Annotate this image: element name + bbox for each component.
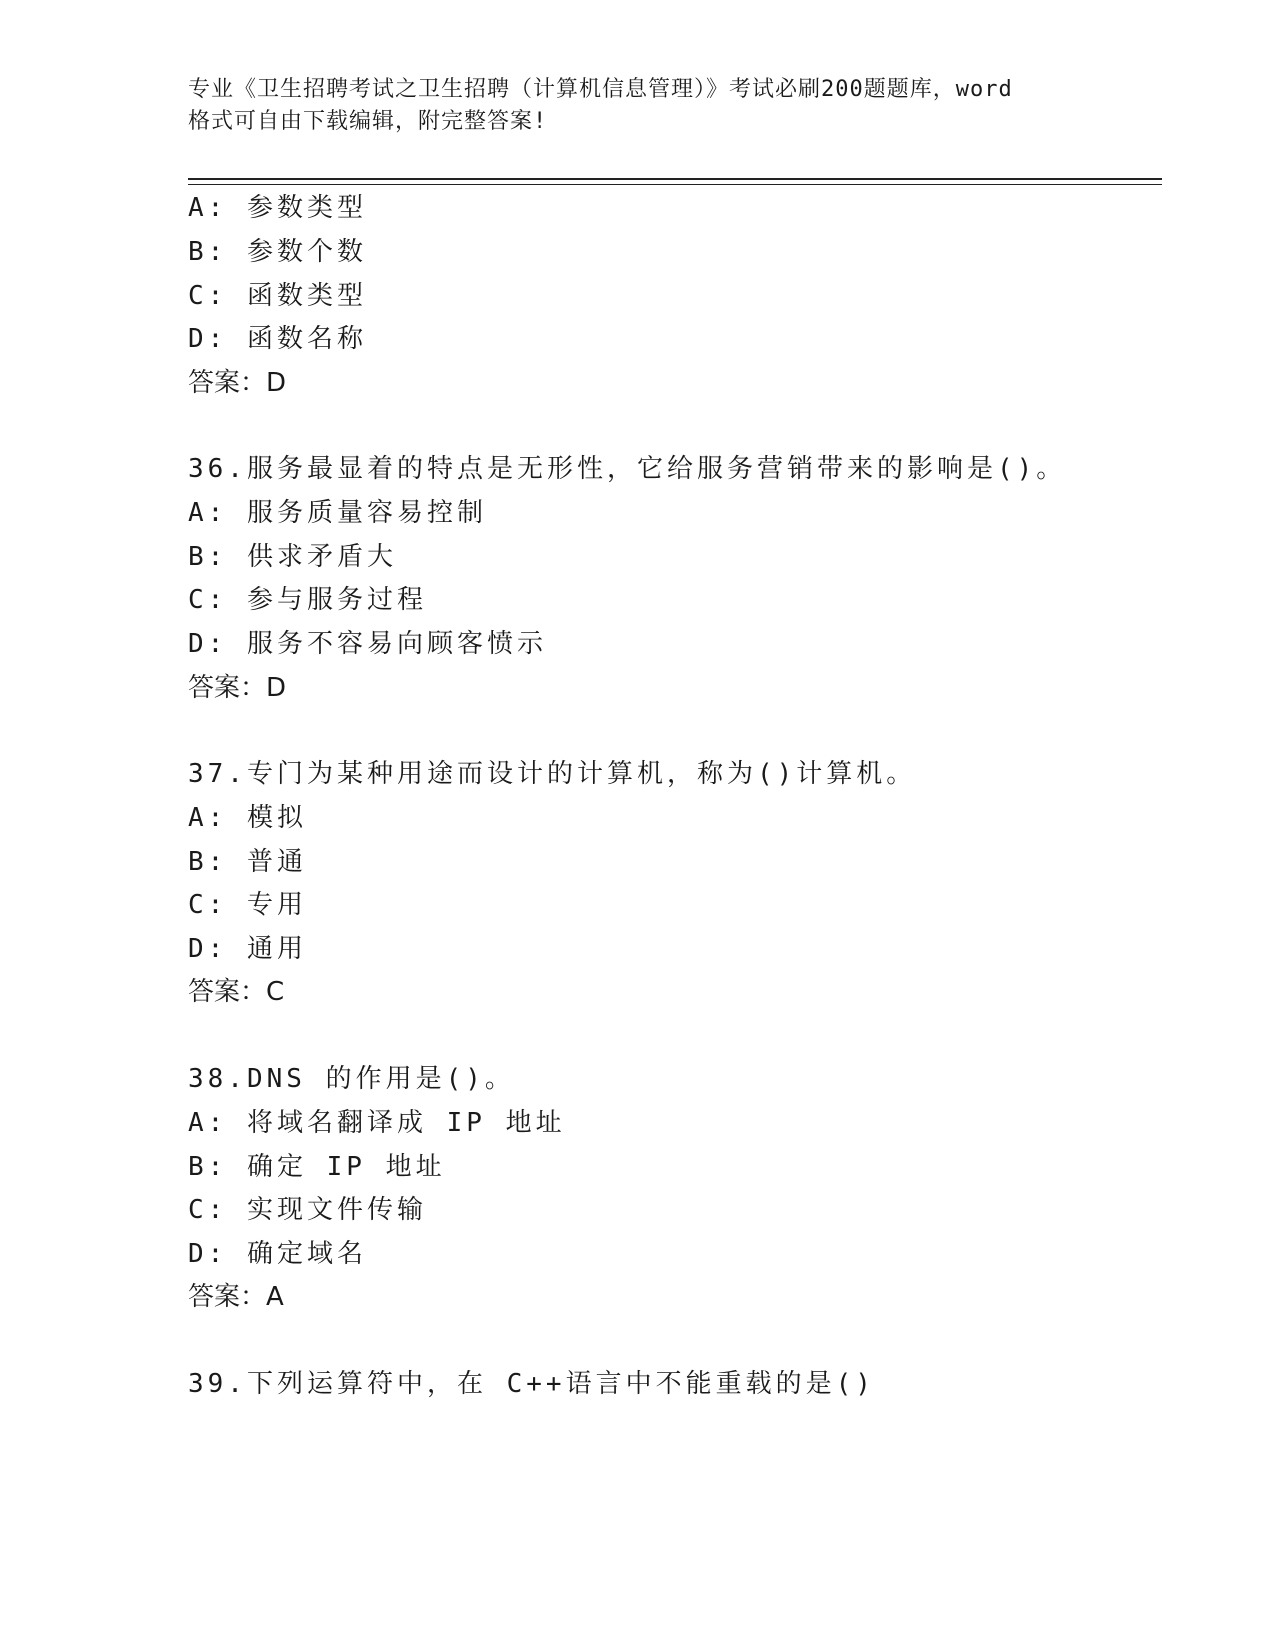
q35-answer: 答案：D <box>188 368 287 398</box>
q38-option-c: C: 实现文件传输 <box>188 1195 427 1225</box>
header-rule-thick <box>188 178 1162 180</box>
q36-option-c: C: 参与服务过程 <box>188 585 427 615</box>
q38-option-b: B: 确定 IP 地址 <box>188 1152 446 1182</box>
q39-question: 39.下列运算符中，在 C++语言中不能重载的是() <box>188 1369 875 1399</box>
header-line-2: 格式可自由下载编辑，附完整答案! <box>188 109 548 134</box>
q36-option-a: A: 服务质量容易控制 <box>188 498 487 528</box>
header-rule-thin <box>188 184 1162 185</box>
q37-option-a: A: 模拟 <box>188 803 307 833</box>
q37-option-c: C: 专用 <box>188 890 307 920</box>
q36-option-b: B: 供求矛盾大 <box>188 542 397 572</box>
q36-question: 36.服务最显着的特点是无形性，它给服务营销带来的影响是()。 <box>188 454 1067 484</box>
q37-question: 37.专门为某种用途而设计的计算机，称为()计算机。 <box>188 759 917 789</box>
q38-option-d: D: 确定域名 <box>188 1239 367 1269</box>
q37-option-b: B: 普通 <box>188 847 307 877</box>
q35-option-d: D: 函数名称 <box>188 324 367 354</box>
q35-option-b: B: 参数个数 <box>188 237 367 267</box>
q35-option-c: C: 函数类型 <box>188 281 367 311</box>
header-line-1: 专业《卫生招聘考试之卫生招聘（计算机信息管理）》考试必刷200题题库，word <box>188 77 1013 102</box>
document-header <box>188 74 1088 138</box>
q37-answer: 答案：C <box>188 977 285 1007</box>
q38-option-a: A: 将域名翻译成 IP 地址 <box>188 1108 566 1138</box>
q36-answer: 答案：D <box>188 673 287 703</box>
q37-option-d: D: 通用 <box>188 934 307 964</box>
q36-option-d: D: 服务不容易向顾客愤示 <box>188 629 547 659</box>
q38-question: 38.DNS 的作用是()。 <box>188 1064 515 1094</box>
q38-answer: 答案：A <box>188 1282 284 1312</box>
q35-option-a: A: 参数类型 <box>188 193 367 223</box>
